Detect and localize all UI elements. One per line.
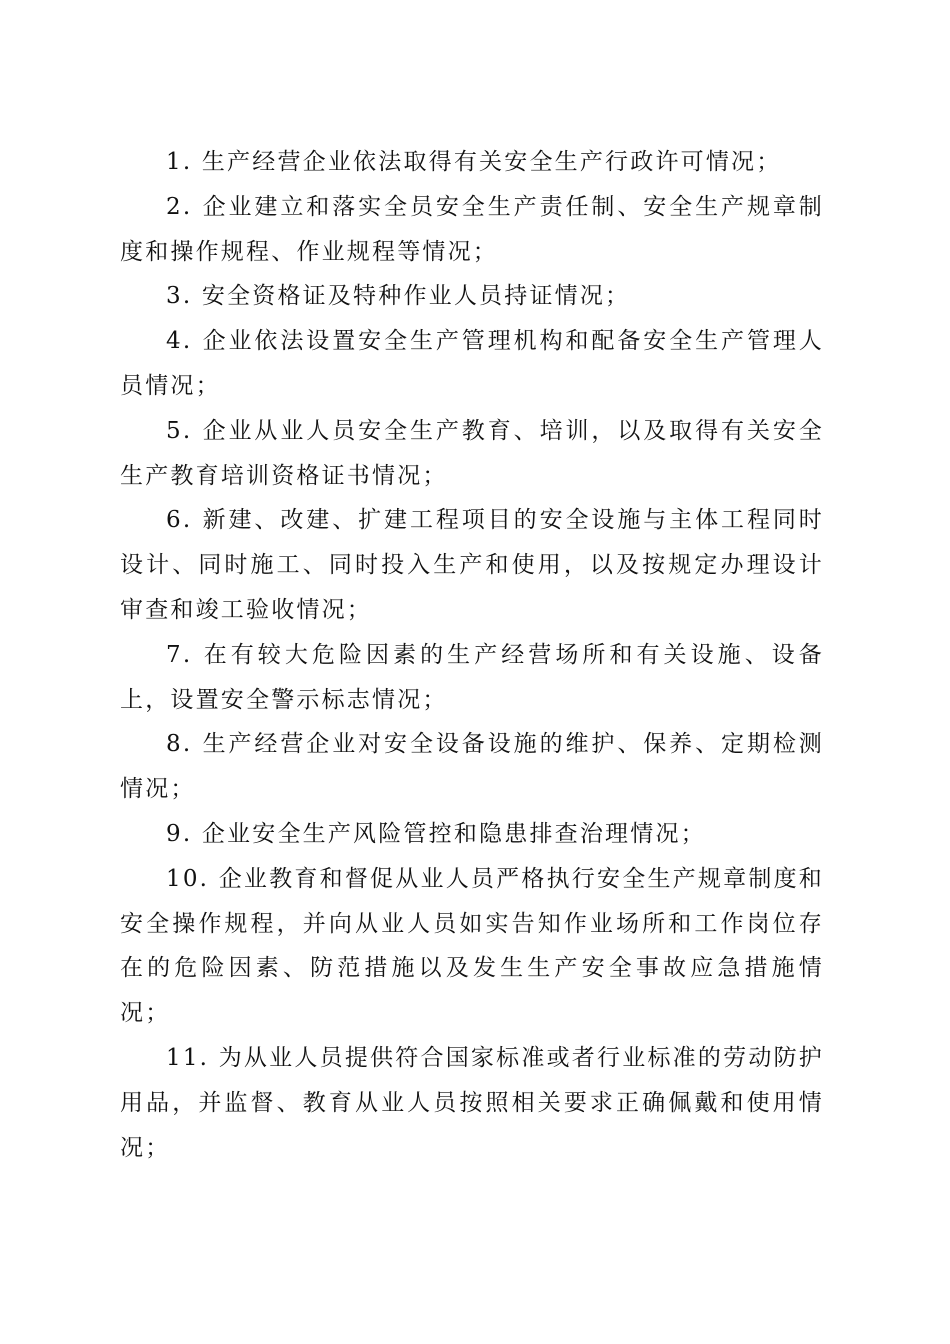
- list-item: 10. 企业教育和督促从业人员严格执行安全生产规章制度和安全操作规程，并向从业人员如实告知作业场所和工作岗位存在的危险因素、防范措施以及发生生产安全事故应急措施情况；: [120, 865, 824, 1027]
- list-item: 4. 企业依法设置安全生产管理机构和配备安全生产管理人员情况；: [120, 328, 824, 399]
- list-item: 3. 安全资格证及特种作业人员持证情况；: [166, 283, 631, 310]
- list-item: 7. 在有较大危险因素的生产经营场所和有关设施、设备上，设置安全警示标志情况；: [120, 641, 824, 713]
- list-item: 9. 企业安全生产风险管控和隐患排查治理情况；: [166, 820, 706, 847]
- list-item: 2. 企业建立和落实全员安全生产责任制、安全生产规章制度和操作规程、作业规程等情况；: [120, 193, 824, 265]
- list-item: 11. 为从业人员提供符合国家标准或者行业标准的劳动防护用品，并监督、教育从业人员按照相关要求正确佩戴和使用情况；: [120, 1044, 824, 1161]
- list-item: 6. 新建、改建、扩建工程项目的安全设施与主体工程同时设计、同时施工、同时投入生产和使用，以及按规定办理设计审查和竣工验收情况；: [120, 507, 824, 623]
- document-page: [120, 140, 824, 1170]
- list-item: 5. 企业从业人员安全生产教育、培训，以及取得有关安全生产教育培训资格证书情况；: [120, 417, 824, 489]
- list-item: 8. 生产经营企业对安全设备设施的维护、保养、定期检测情况；: [120, 731, 824, 803]
- list-item: 1. 生产经营企业依法取得有关安全生产行政许可情况；: [166, 149, 782, 175]
